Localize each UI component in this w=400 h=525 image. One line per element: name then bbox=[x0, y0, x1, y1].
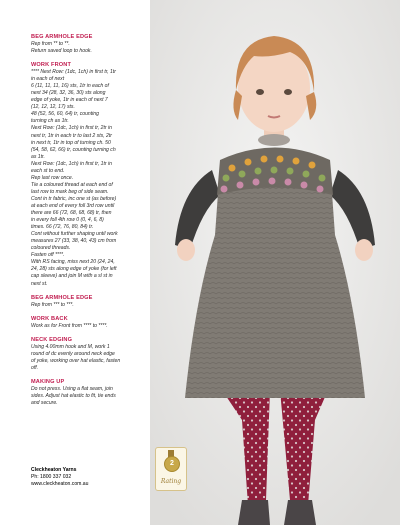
brand-name: Cleckheaton Yarns bbox=[31, 467, 77, 473]
pattern-line: turning ch as 1tr. bbox=[31, 118, 69, 125]
pattern-line: Tie a coloured thread at each end of bbox=[31, 181, 113, 188]
pattern-line: coloured threads. bbox=[31, 245, 71, 252]
pattern-line: Fasten off ****. bbox=[31, 252, 65, 259]
pattern-line: Cont without further shaping until work bbox=[31, 231, 118, 238]
neckline bbox=[258, 134, 290, 146]
pattern-line: as 1tr. bbox=[31, 153, 45, 160]
pattern-line: in every foll 4th row 0 (0, 4, 6, 8) bbox=[31, 217, 104, 224]
pattern-line: Return saved loop to hook. bbox=[31, 48, 92, 55]
pattern-line: With RS facing, miss next 20 (24, 24, bbox=[31, 259, 115, 266]
section-heading: BEG ARMHOLE EDGE bbox=[31, 294, 93, 301]
section-heading: MAKING UP bbox=[31, 378, 65, 385]
contact-block bbox=[31, 467, 88, 489]
section-work-front bbox=[31, 62, 150, 287]
section-work-back bbox=[31, 316, 150, 330]
pattern-line: next tr, 1tr in each tr to last 2 sts, 2tr bbox=[31, 132, 112, 139]
rating-badge bbox=[155, 447, 187, 491]
pattern-line: sides. Adjust hat elastic to fit, tie ends bbox=[31, 392, 116, 399]
pattern-line: each st to end. bbox=[31, 167, 65, 174]
section-heading: WORK FRONT bbox=[31, 62, 72, 69]
section-neck-edging bbox=[31, 337, 150, 372]
rating-label: Rating bbox=[160, 478, 182, 485]
pattern-line: **** Next Row: (1dc, 1ch) in first tr, 1tr bbox=[31, 69, 116, 76]
section-beg-armhole-1 bbox=[31, 34, 150, 55]
pattern-line: measures 27 (33, 38, 40, 43) cm from bbox=[31, 238, 117, 245]
pattern-line: and secure. bbox=[31, 399, 58, 406]
pattern-line: 6 (11, 11, 11, 16) sts, 1tr in each of bbox=[31, 83, 109, 90]
pattern-line: (54, 58, 62, 66) tr, counting turning ch bbox=[31, 146, 116, 153]
pattern-line: 24, 28) sts along edge of yoke (for left bbox=[31, 266, 117, 273]
pattern-line: next st. bbox=[31, 280, 48, 287]
pattern-line: Rep last row once. bbox=[31, 174, 74, 181]
pattern-line: in each of next bbox=[31, 76, 65, 83]
pattern-column bbox=[0, 0, 150, 525]
website-url[interactable]: www.cleckheaton.com.au bbox=[31, 481, 89, 488]
pattern-line: at each end of every foll 3rd row until bbox=[31, 202, 115, 209]
section-heading: BEG ARMHOLE EDGE bbox=[31, 34, 93, 40]
pattern-line: times. 66 (72, 76, 80, 84) tr. bbox=[31, 224, 94, 231]
pattern-line: of yoke, working over hat elastic, fasten bbox=[31, 357, 121, 364]
pattern-line: round of dc evenly around neck edge bbox=[31, 350, 115, 357]
girl-in-crochet-dress-illustration bbox=[150, 0, 400, 525]
pattern-line: last row to mark beg of side seam. bbox=[31, 188, 109, 195]
pattern-line: there are 66 (72, 68, 68, 68) tr, then bbox=[31, 210, 112, 217]
section-beg-armhole-2 bbox=[31, 295, 150, 309]
pattern-line: in next tr, 1tr in top of turning ch. 50 bbox=[31, 139, 111, 146]
section-heading: NECK EDGING bbox=[31, 336, 73, 343]
pattern-line: Work as for Front from **** to ****. bbox=[31, 322, 108, 329]
pattern-line: edge of yoke, 1tr in each of next 7 bbox=[31, 97, 108, 104]
pattern-line: cap sleeve) and join M with a sl st in bbox=[31, 273, 113, 280]
pattern-line: Cont in tr fabric, inc one st (as before) bbox=[31, 195, 117, 202]
pattern-line: off. bbox=[31, 364, 39, 371]
pattern-line: Next Row: (1dc, 1ch) in first tr, 1tr in bbox=[31, 160, 112, 167]
section-heading: WORK BACK bbox=[31, 315, 68, 322]
pattern-line: (12, 12, 12, 17) sts. bbox=[31, 104, 75, 111]
phone-number: Ph: 1800 337 032 bbox=[31, 474, 72, 481]
medal-icon: 2 bbox=[164, 456, 180, 472]
section-making-up bbox=[31, 379, 150, 407]
pattern-line: next 34 (28, 32, 36, 30) sts along bbox=[31, 90, 106, 97]
product-photo bbox=[150, 0, 400, 525]
pattern-line: Do not press. Using a flat seam, join bbox=[31, 385, 113, 392]
pattern-line: Next Row: (1dc, 1ch) in first tr, 2tr in bbox=[31, 125, 112, 132]
pattern-line: Using 4.00mm hook and M, work 1 bbox=[31, 343, 110, 350]
pattern-line: Rep from ** to **. bbox=[31, 41, 70, 47]
pattern-line: 48 (52, 56, 60, 64) tr, counting bbox=[31, 111, 99, 118]
pattern-line: Rep from *** to ***. bbox=[31, 301, 74, 308]
